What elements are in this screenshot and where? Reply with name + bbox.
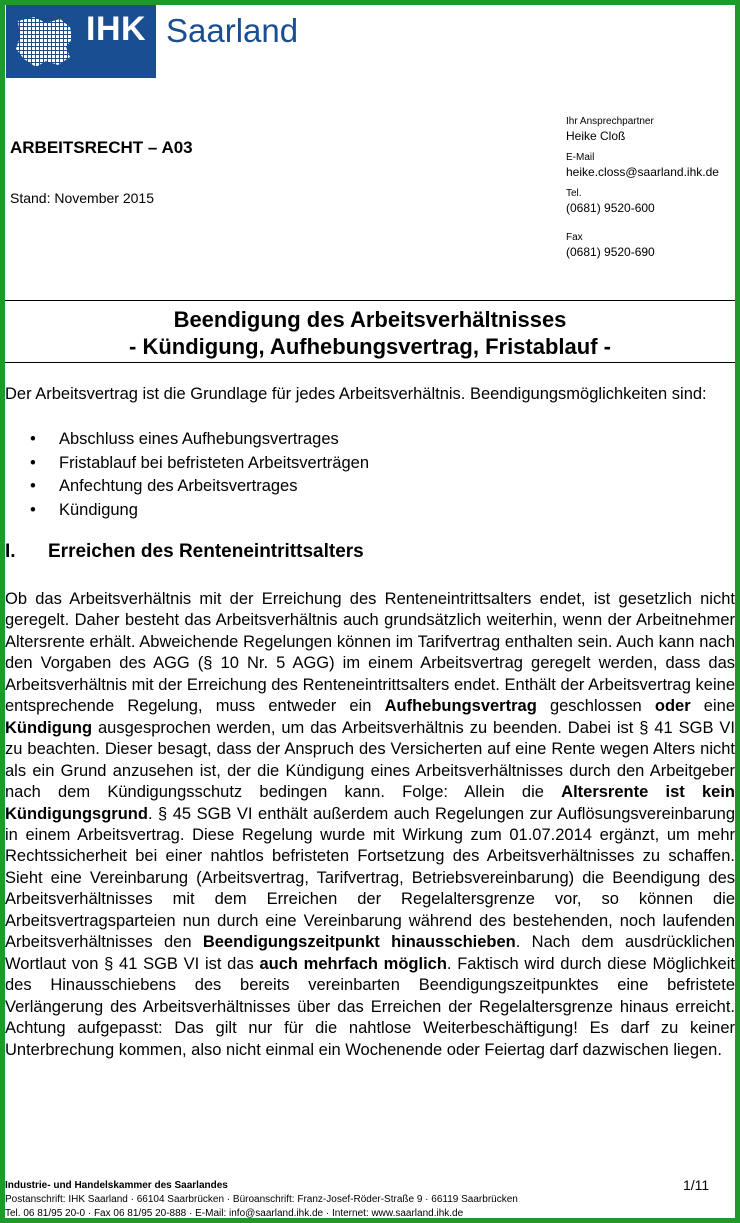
list-item: • Kündigung (30, 499, 369, 523)
contact-fax-label: Fax (566, 232, 583, 243)
contact-fax: (0681) 9520-690 (566, 245, 655, 259)
list-item: • Fristablauf bei befristeten Arbeitsverträgen (30, 452, 369, 476)
section-heading (5, 541, 364, 563)
body-text: eine (690, 697, 735, 716)
body-text: Ob das Arbeitsverhältnis mit der Erreichung des Renteneintrittsalters endet, ist gesetzlich nicht geregelt. Daher besteht das Arbeitsverhältnis auch grundsätzlich weiterhin, wenn der Arbeitnehmer Altersrente erhält. Abweichende Regelungen können im Tarifvertrag enthalten sein. Auch kann nach den Vorgaben des AGG (§ 10 Nr. 5 AGG) im einem Arbeitsvertrag geregelt werden, dass das Arbeitsverhältnis mit der Erreichung des Renteneintrittsalters endet. Enthält der Arbeitsvertrag keine entsprechende Regelung, muss entweder ein (5, 590, 735, 716)
contact-tel-label: Tel. (566, 188, 582, 199)
title-rule-top (5, 300, 735, 301)
body-text: . Faktisch wird durch diese Möglichkeit des Hinausschiebens des bereits vereinbarten Beendigungszeitpunktes eine befristete Verlängerung des Arbeitsverhältnisses über das Erreichen der Regelaltersgrenze hinaus erreicht. Achtung aufgepasst: Das gilt nur für die nahtlose Weiterbeschäftigung! Es darf zu keiner Unterbrechung kommen, also nicht einmal ein Wochenende oder Feiertag darf dazwischen liegen. (5, 954, 735, 1059)
body-emphasis: Altersrente ist kein Kündigungsgrund (5, 783, 736, 823)
footer (5, 1179, 565, 1221)
logo-region-text: Saarland (166, 12, 299, 49)
page-title (5, 306, 735, 360)
page-number: 1/11 (683, 1177, 710, 1193)
footer-contact: Tel. 06 81/95 20-0 · Fax 06 81/95 20-888 · E-Mail: info@saarland.ihk.de · Internet: www.saarland.ihk.de (5, 1208, 464, 1219)
title-rule-bottom (5, 362, 735, 363)
body-paragraph (5, 589, 735, 1061)
title-line-1: Beendigung des Arbeitsverhältnisses (173, 307, 567, 332)
document-code: ARBEITSRECHT – A03 (10, 138, 193, 157)
body-emphasis: Aufhebungsvertrag (384, 697, 537, 716)
body-text: . Nach dem ausdrücklichen Wortlaut von § 41 SGB VI ist das (5, 933, 736, 973)
saarland-map-icon (12, 15, 76, 69)
contact-person: Heike Cloß (566, 129, 626, 143)
list-item: • Abschluss eines Aufhebungsvertrages (30, 428, 369, 452)
contact-tel: (0681) 9520-600 (566, 201, 655, 215)
section-title: Erreichen des Renteneintrittsalters (48, 541, 364, 562)
termination-options-list (30, 428, 369, 522)
document-date: Stand: November 2015 (10, 190, 154, 206)
title-line-2: - Kündigung, Aufhebungsvertrag, Fristablauf - (129, 334, 611, 359)
body-text: ausgesprochen werden, um das Arbeitsverhältnis zu beenden. Dabei ist § 41 SGB VI zu beachten. Dieser besagt, dass der Anspruch des Versicherten auf eine Rente wegen Alters nicht als ein Grund anzusehen ist, der die Kündigung eines Arbeitsverhältnisses durch den Arbeitgeber nach dem Kündigungsschutz bedingen kann. Folge: Allein die (5, 718, 735, 802)
list-item: • Anfechtung des Arbeitsvertrages (30, 475, 369, 499)
section-number: I. (5, 541, 16, 562)
contact-email-link[interactable]: heike.closs@saarland.ihk.de (566, 165, 719, 179)
body-text: . § 45 SGB VI enthält außerdem auch Regelungen zur Auflösungsvereinbarung in einem Arbeitsvertrag. Diese Regelung wurde mit Wirkung zum 01.07.2014 ergänzt, um mehr Rechtssicherheit bei einer nahtlos befristeten Fortsetzung des Arbeitsverhältnisses zu schaffen. Sieht eine Vereinbarung (Arbeitsvertrag, Tarifvertrag, Betriebsvereinbarung) die Beendigung des Arbeitsverhältnisses mit dem Erreichen der Regelaltersgrenze vor, so können die Arbeitsvertragsparteien nun durch eine Vereinbarung während des bestehenden, noch laufenden Arbeitsverhältnisses den (5, 804, 735, 952)
body-emphasis: Kündigung (5, 718, 93, 737)
contact-person-label: Ihr Ansprechpartner (566, 116, 654, 127)
contact-email-label: E-Mail (566, 152, 595, 163)
body-text: geschlossen (536, 697, 655, 716)
body-emphasis: oder (654, 697, 691, 716)
intro-paragraph: Der Arbeitsvertrag ist die Grundlage für jedes Arbeitsverhältnis. Beendigungsmöglichkeiten sind: (5, 385, 707, 403)
logo-box (6, 5, 156, 78)
body-emphasis: auch mehrfach möglich (259, 954, 447, 973)
ihk-logo (6, 5, 306, 78)
body-emphasis: Beendigungszeitpunkt hinausschieben (202, 933, 516, 952)
footer-org: Industrie- und Handelskammer des Saarlandes (5, 1180, 228, 1191)
logo-ihk-text: IHK (86, 10, 147, 48)
contact-block (566, 114, 719, 266)
footer-address: Postanschrift: IHK Saarland · 66104 Saarbrücken · Büroanschrift: Franz-Josef-Röder-Straße 9 · 66119 Saarbrücken (5, 1194, 518, 1205)
